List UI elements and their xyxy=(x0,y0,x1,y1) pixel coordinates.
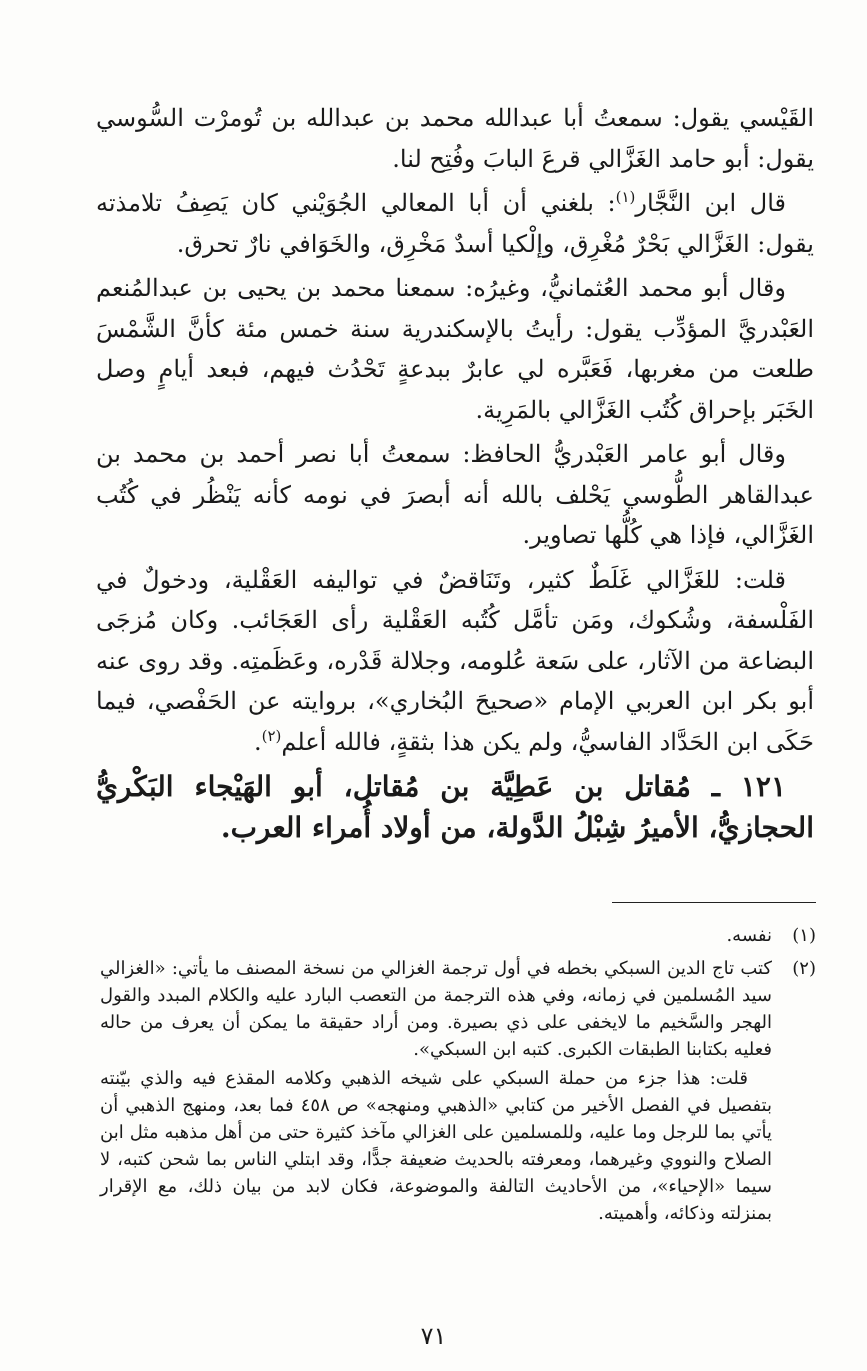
footnote-ref-2[interactable]: (٢) xyxy=(261,726,282,745)
footnote-text: نفسه. xyxy=(726,925,772,946)
page-number: ٧١ xyxy=(420,1322,447,1350)
footnote-ref-1[interactable]: (١) xyxy=(615,188,636,206)
footnote-number: (١) xyxy=(792,925,816,946)
footnote-number: (٢) xyxy=(792,958,816,979)
paragraph-2-lead: قال ابن النَّجَّار xyxy=(635,189,787,217)
footnote-text: قلت: هذا جزء من حملة السبكي على شيخه الذهبي وكلامه المقذع فيه والذي بيّنته بتفصيل في الفصل الأخير من كتابي «الذهبي ومنهجه» ص ٤٥٨ فما بعد، ومنهج الذهبي أن يأتي بما للرجل وما عليه، وللمسلمين على الغزالي مآخذ كثيرة حتى من أهل مذهبه مثل ابن الصلاح والنووي وغيرهما، ومعرفته بالحديث ضعيفة جدًّا، وقد ابتلي الناس بما شحن كتبه، لا سيما «الإحياء»، من الأحاديث التالفة والموضوعة، فكان لابد من بيان ذلك، مع الإقرار بمنزلته وذكائه، وأهميته. xyxy=(100,1068,772,1224)
paragraph-2-rest: : بلغني أن أبا المعالي الجُوَيْني كان يَصِفُ تلامذته يقول: الغَزَّالي بَحْرٌ مُغْرِق، وإلْكيا أسدٌ مَخْرِق، والخَوَافي نارٌ تحرق. xyxy=(96,189,814,258)
paragraph-5-text: قلت: للغَزَّالي غَلَطٌ كثير، وتَنَاقضٌ في تواليفه العَقْلية، ودخولٌ في الفَلْسفة، وشُكوك، ومَن تأمَّل كُتُبه العَقْلية رأى العَجَائب. وكان مُزجَى البضاعة من الآثار، على سَعة عُلومه، وجلالة قَدْره، وعَظَمتِه. وقد روى عنه أبو بكر ابن العربي الإمام «صحيحَ البُخاري»، بروايته عن الحَفْصي، فيما حَكَى ابن الحَدَّاد الفاسيُّ، ولم يكن هذا بثقةٍ، فالله أعلم xyxy=(96,565,815,756)
paragraph-3: وقال أبو محمد العُثمانيُّ، وغيرُه: سمعنا محمد بن يحيى بن عبدالمُنعم العَبْدريَّ المؤدِّب يقول: رأيتُ بالإسكندرية سنة خمس مئة كأنَّ الشَّمْسَ طلعت من مغربها، فَعَبَّره لي عابرٌ ببدعةٍ تَحْدُث فيهم، فبعد أيامٍ وصل الخَبَر بإحراق كُتُب الغَزَّالي بالمَرِية. xyxy=(96,274,815,424)
paragraph-5-period: . xyxy=(253,727,262,756)
paragraph-1: القَيْسي يقول: سمعتُ أبا عبدالله محمد بن عبدالله بن تُومرْت السُّوسي يقول: أبو حامد الغَزَّالي قرعَ البابَ وفُتِح لنا. xyxy=(96,104,814,173)
footnote-2 xyxy=(100,955,816,1229)
footnote-body xyxy=(100,955,772,1229)
paragraph-2 xyxy=(96,183,814,264)
paragraph-4: وقال أبو عامر العَبْدريُّ الحافظ: سمعتُ أبا نصر أحمد بن محمد بن عبدالقاهر الطُّوسي يَحْلف بالله أنه أبصرَ في نومه كأنه يَنْظُر في كُتُب الغَزَّالي، فإذا هي كُلُّها تصاوير. xyxy=(96,440,814,549)
footnote-1 xyxy=(100,922,816,951)
main-text-block xyxy=(96,98,814,852)
footnote-text: كتب تاج الدين السبكي بخطه في أول ترجمة الغزالي من نسخة المصنف ما يأتي: «الغزالي سيد المُسلمين في زمانه، وفي هذه الترجمة من التعصب البارد عليه والكلام المبدد والقول الهجر والسَّخيم ما لايخفى على ذي بصيرة. ومن أراد حقيقة ما يمكن أن يعرف من حاله فعليه بكتابنا الطبقات الكبرى. كتبه ابن السبكي». xyxy=(100,958,772,1060)
footnotes-block xyxy=(100,922,816,1233)
entry-heading: ١٢١ ـ مُقاتل بن عَطِيَّة بن مُقاتل، أبو الهَيْجاء البَكْريُّ الحجازيُّ، الأميرُ شِبْلُ الدَّولة، من أولاد أُمراء العرب. xyxy=(96,770,814,844)
footnote-divider xyxy=(612,902,816,903)
paragraph-5 xyxy=(96,560,814,763)
footnote-body xyxy=(100,922,772,951)
